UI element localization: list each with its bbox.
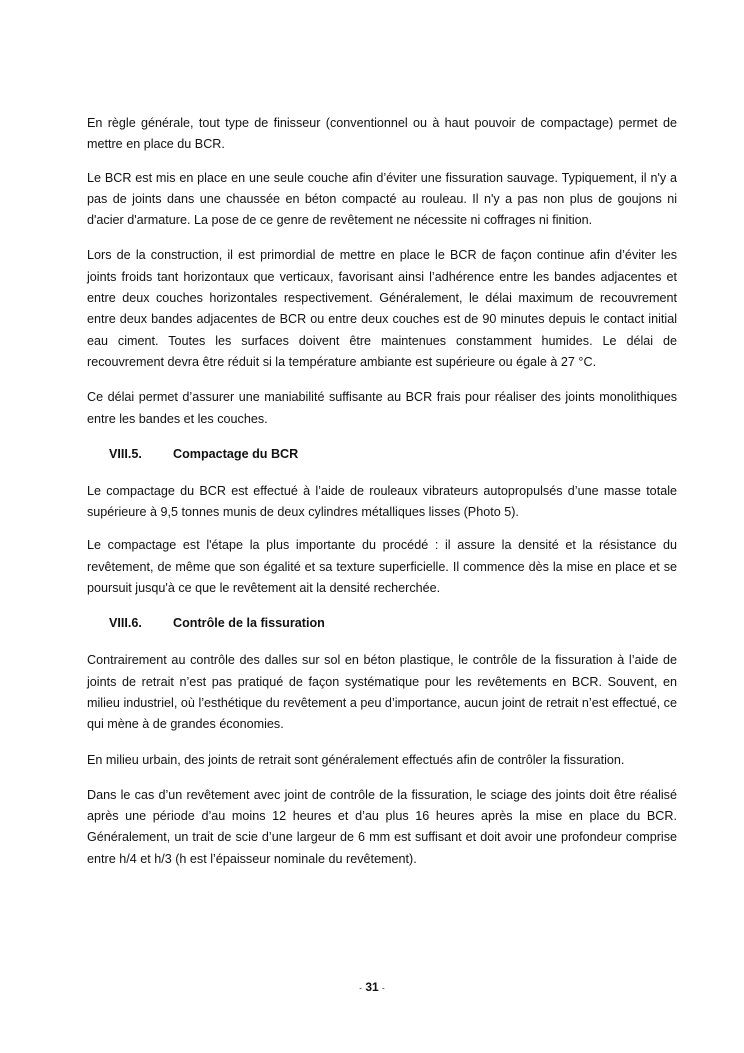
section-number: VIII.5. [109, 446, 142, 461]
paragraph-construction: Lors de la construction, il est primordial de mettre en place le BCR de façon continue afin d’éviter les joints froids tant horizontaux que verticaux, favorisant ainsi l’adhérence entre les bandes adjacentes et entre deux couches horizontales respectivement. Généralement, le délai maximum de recouvrement entre deux bandes adjacentes de BCR ou entre deux couches est de 90 minutes depuis le contact initial eau ciment. Toutes les surfaces doivent être maintenues constamment humides. Le délai de recouvrement devra être réduit si la température ambiante est supérieure ou égale à 27 °C. [87, 248, 677, 369]
section-heading-compactage [109, 444, 677, 465]
paragraph-compactage-rouleaux: Le compactage du BCR est effectué à l’aide de rouleaux vibrateurs autopropulsés d’une masse totale supérieure à 9,5 tonnes munis de deux cylindres métalliques lisses (Photo 5). [87, 483, 677, 520]
paragraph-couche-unique: Le BCR est mis en place en une seule couche afin d’éviter une fissuration sauvage. Typiquement, il n'y a pas de joints dans une chaussée en béton compacté au rouleau. Il n'y a pas non plus de goujons ni d'acier d'armature. La pose de ce genre de revêtement ne nécessite ni coffrages ni finition. [87, 170, 677, 228]
section-title: Contrôle de la fissuration [173, 616, 325, 631]
footer-dash-right: - [382, 983, 385, 993]
page-body [87, 113, 677, 884]
paragraph-controle-joints: Contrairement au contrôle des dalles sur sol en béton plastique, le contrôle de la fissuration à l’aide de joints de retrait n’est pas pratiqué de façon systématique pour les revêtements en BCR. Souvent, en milieu industriel, où l’esthétique du revêtement a peu d’importance, aucun joint de retrait n’est effectué, ce qui mène à de grandes économies. [87, 653, 677, 732]
section-number: VIII.6. [109, 616, 142, 631]
footer-dash-left: - [359, 983, 362, 993]
paragraph-milieu-urbain: En milieu urbain, des joints de retrait sont généralement effectués afin de contrôler la fissuration. [87, 752, 625, 767]
section-title: Compactage du BCR [173, 446, 299, 461]
page-footer [0, 980, 744, 994]
page-number: 31 [365, 980, 379, 994]
paragraph-maniabilite: Ce délai permet d’assurer une maniabilité suffisante au BCR frais pour réaliser des joints monolithiques entre les bandes et les couches. [87, 390, 677, 426]
paragraph-finisseur: En règle générale, tout type de finisseur (conventionnel ou à haut pouvoir de compactage) permet de mettre en place du BCR. [87, 116, 677, 152]
section-heading-fissuration [109, 613, 677, 634]
paragraph-sciage-joints: Dans le cas d’un revêtement avec joint de contrôle de la fissuration, le sciage des joints doit être réalisé après une période d’au moins 12 heures et d’au plus 16 heures après la mise en place du BCR. Généralement, un trait de scie d’une largeur de 6 mm est suffisant et doit avoir une profondeur comprise entre h/4 et h/3 (h est l’épaisseur nominale du revêtement). [87, 787, 677, 866]
paragraph-compactage-etape: Le compactage est l'étape la plus importante du procédé : il assure la densité et la résistance du revêtement, de même que son égalité et sa texture superficielle. Il commence dès la mise en place et se poursuit jusqu'à ce que le revêtement ait la densité recherchée. [87, 538, 677, 596]
